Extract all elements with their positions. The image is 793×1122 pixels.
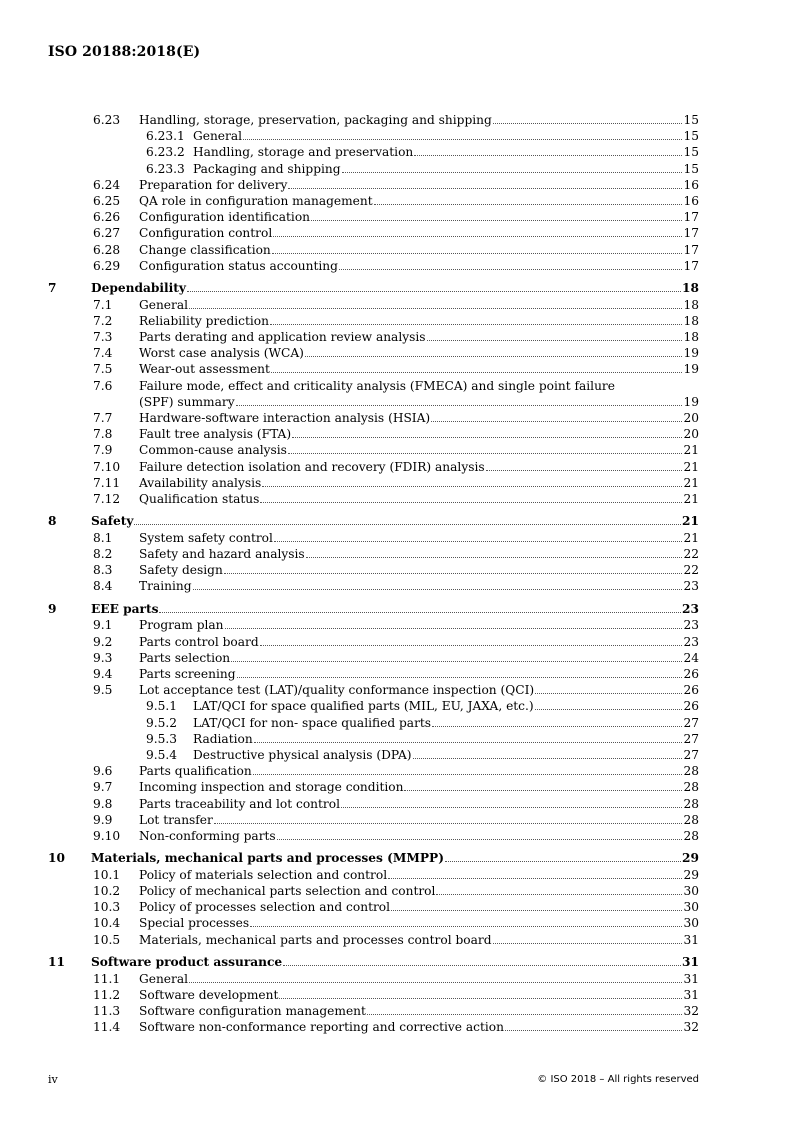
toc-entry-page: 24: [683, 650, 699, 665]
toc-leader-dots: [292, 437, 682, 438]
toc-entry-title: Lot acceptance test (LAT)/quality conformance inspection (QCI): [139, 683, 535, 698]
toc-entry-page: 20: [683, 427, 699, 442]
toc-entry-title: Failure detection isolation and recovery (FDIR) analysis: [139, 459, 485, 474]
toc-entry-page: 31: [683, 932, 699, 947]
toc-entry-continuation[interactable]: [48, 394, 699, 410]
toc-entry-number: 9.8: [93, 796, 113, 811]
toc-entry-title: Safety and hazard analysis: [139, 547, 305, 562]
toc-entry[interactable]: [48, 932, 699, 948]
toc-entry-page: 26: [683, 699, 699, 714]
toc-entry-number: 6.23.1: [146, 129, 185, 144]
toc-entry-page: 15: [683, 161, 699, 176]
toc-entry[interactable]: [48, 546, 699, 562]
toc-leader-dots: [237, 677, 683, 678]
toc-leader-dots: [159, 612, 681, 613]
toc-section-heading[interactable]: [48, 513, 699, 530]
toc-entry-title: Worst case analysis (WCA): [139, 346, 304, 361]
toc-entry[interactable]: [48, 193, 699, 209]
toc-entry-title: Software development: [139, 987, 279, 1002]
toc-entry[interactable]: [48, 345, 699, 361]
toc-entry-number: 9.1: [93, 618, 113, 633]
toc-entry-number: 10.1: [93, 867, 121, 882]
toc-entry-title: Program plan: [139, 618, 224, 633]
toc-entry[interactable]: [48, 867, 699, 883]
toc-entry-page: 17: [683, 210, 699, 225]
toc-entry-page: 26: [683, 683, 699, 698]
toc-leader-dots: [288, 453, 683, 454]
toc-entry-title: Hardware-software interaction analysis (HSIA): [139, 410, 431, 425]
toc-entry-number: 6.23: [93, 113, 121, 127]
toc-entry[interactable]: [48, 562, 699, 578]
toc-entry-number: 10.3: [93, 900, 121, 915]
toc-entry-number: 7: [48, 280, 57, 295]
toc-entry-title: Materials, mechanical parts and processes (MMPP): [91, 851, 444, 866]
toc-entry-page: 21: [683, 475, 699, 490]
toc-entry-number: 8.2: [93, 547, 113, 562]
toc-entry-page: 30: [683, 916, 699, 931]
toc-entry-number: 7.3: [93, 330, 113, 345]
toc-leader-dots: [224, 573, 683, 574]
toc-leader-dots: [250, 926, 682, 927]
toc-entry-page: 23: [683, 634, 699, 649]
toc-entry-number: 6.25: [93, 193, 121, 208]
toc-entry-title: Packaging and shipping: [193, 161, 341, 176]
toc-entry[interactable]: [48, 1003, 699, 1019]
toc-entry[interactable]: [48, 779, 699, 795]
toc-section-heading[interactable]: [48, 601, 699, 618]
toc-entry[interactable]: [48, 698, 699, 714]
toc-leader-dots: [305, 356, 683, 357]
toc-entry-number: 9.5.2: [146, 715, 178, 730]
toc-entry-title: Parts qualification: [139, 764, 252, 779]
toc-entry-number: 11.3: [93, 1003, 121, 1018]
toc-entry[interactable]: [48, 987, 699, 1003]
toc-entry-page: 23: [683, 618, 699, 633]
toc-leader-dots: [260, 645, 683, 646]
toc-entry[interactable]: [48, 112, 699, 128]
toc-entry-number: 11: [48, 954, 65, 969]
toc-entry-page: 15: [683, 129, 699, 144]
toc-entry-number: 9.3: [93, 650, 113, 665]
toc-leader-dots: [272, 253, 683, 254]
toc-entry-number: 7.1: [93, 297, 113, 312]
toc-entry-title: Non-conforming parts: [139, 828, 276, 843]
toc-entry-title: LAT/QCI for space qualified parts (MIL, EU, JAXA, etc.): [193, 699, 534, 714]
toc-entry-number: 9.5: [93, 683, 113, 698]
toc-entry-title-continued: (SPF) summary: [139, 394, 235, 409]
toc-entry[interactable]: [48, 329, 699, 345]
toc-entry-number: 6.29: [93, 258, 121, 273]
toc-leader-dots: [486, 470, 683, 471]
toc-entry-number: 8.4: [93, 579, 113, 594]
toc-entry-page: 29: [682, 851, 699, 866]
toc-entry[interactable]: [48, 128, 699, 144]
toc-leader-dots: [367, 1014, 683, 1015]
toc-entry[interactable]: [48, 715, 699, 731]
toc-entry-number: 7.6: [93, 378, 113, 393]
toc-entry[interactable]: [48, 475, 699, 491]
toc-leader-dots: [535, 709, 683, 710]
toc-entry-page: 17: [683, 258, 699, 273]
toc-entry-title: EEE parts: [91, 601, 159, 616]
toc-entry[interactable]: [48, 763, 699, 779]
toc-entry-page: 18: [683, 330, 699, 345]
toc-entry[interactable]: [48, 144, 699, 160]
toc-entry[interactable]: [48, 410, 699, 426]
toc-entry-number: 6.24: [93, 177, 121, 192]
toc-entry[interactable]: [48, 209, 699, 225]
toc-entry-title: Software configuration management: [139, 1003, 366, 1018]
toc-entry-page: 28: [683, 796, 699, 811]
toc-entry-number: 10.4: [93, 916, 121, 931]
toc-entry[interactable]: [48, 459, 699, 475]
toc-entry-title: Parts selection: [139, 650, 231, 665]
toc-entry-title: Preparation for delivery: [139, 177, 288, 192]
toc-entry-number: 9.5.4: [146, 747, 178, 762]
toc-entry-number: 6.27: [93, 226, 121, 241]
toc-entry-title: Policy of processes selection and control: [139, 900, 391, 915]
toc-entry-number: 7.5: [93, 362, 113, 377]
toc-entry-number: 8.1: [93, 530, 113, 545]
toc-entry[interactable]: [48, 297, 699, 313]
toc-leader-dots: [271, 372, 683, 373]
toc-entry-number: 6.23.3: [146, 161, 185, 176]
toc-entry-page: 15: [683, 145, 699, 160]
toc-section-heading[interactable]: [48, 850, 699, 867]
toc-leader-dots: [279, 998, 682, 999]
toc-entry-page: 31: [683, 971, 699, 986]
toc-leader-dots: [374, 204, 683, 205]
toc-entry-page: 17: [683, 226, 699, 241]
toc-entry-page: 19: [683, 346, 699, 361]
toc-leader-dots: [342, 172, 683, 173]
toc-entry-page: 18: [683, 297, 699, 312]
toc-leader-dots: [414, 155, 682, 156]
toc-entry-title: Software non-conformance reporting and corrective action: [139, 1020, 504, 1035]
toc-entry-page: 23: [682, 601, 699, 616]
toc-entry-title: Handling, storage, preservation, packaging and shipping: [139, 113, 492, 127]
toc-entry-number: 6.28: [93, 242, 121, 257]
toc-entry-number: 8: [48, 514, 57, 529]
toc-entry-title: Parts screening: [139, 667, 236, 682]
toc-leader-dots: [311, 220, 682, 221]
toc-entry-number: 10: [48, 851, 65, 866]
toc-leader-dots: [431, 421, 682, 422]
toc-entry-page: 28: [683, 764, 699, 779]
toc-entry-title: Safety: [91, 514, 134, 529]
toc-entry-title: Common-cause analysis: [139, 443, 287, 458]
toc-entry-title: Materials, mechanical parts and processes control board: [139, 932, 492, 947]
toc-entry-title: Software product assurance: [91, 954, 283, 969]
toc-leader-dots: [427, 340, 683, 341]
toc-leader-dots: [187, 291, 681, 292]
toc-entry-page: 27: [683, 747, 699, 762]
toc-entry-page: 31: [682, 954, 699, 969]
toc-leader-dots: [214, 823, 683, 824]
toc-entry-title: Dependability: [91, 280, 187, 295]
toc-leader-dots: [391, 910, 682, 911]
toc-entry-number: 9.4: [93, 667, 113, 682]
toc-entry-page: 31: [683, 987, 699, 1002]
table-of-contents: [48, 112, 699, 1035]
toc-entry-title: Policy of mechanical parts selection and control: [139, 884, 436, 899]
toc-entry[interactable]: [48, 747, 699, 763]
toc-leader-dots: [283, 965, 681, 966]
toc-leader-dots: [288, 188, 682, 189]
toc-leader-dots: [493, 123, 683, 124]
toc-leader-dots: [260, 502, 682, 503]
footer-page-number: iv: [48, 1073, 58, 1086]
toc-entry-number: 7.4: [93, 346, 113, 361]
toc-entry[interactable]: [48, 828, 699, 844]
toc-entry-page: 30: [683, 900, 699, 915]
toc-entry-title: Policy of materials selection and control: [139, 867, 388, 882]
toc-entry-page: 29: [683, 867, 699, 882]
toc-entry-title: Failure mode, effect and criticality analysis (FMECA) and single point failure: [139, 378, 615, 393]
toc-entry-title: Destructive physical analysis (DPA): [193, 747, 412, 762]
toc-entry-page: 32: [683, 1020, 699, 1035]
toc-leader-dots: [339, 269, 683, 270]
toc-entry-page: 20: [683, 410, 699, 425]
toc-entry[interactable]: [48, 578, 699, 594]
toc-entry-page: 21: [682, 514, 699, 529]
toc-entry[interactable]: [48, 177, 699, 193]
toc-entry-number: 7.7: [93, 410, 113, 425]
toc-entry-page: 19: [683, 362, 699, 377]
toc-entry-number: 9.6: [93, 764, 113, 779]
toc-entry-number: 11.1: [93, 971, 121, 986]
toc-entry-title: Configuration identification: [139, 210, 310, 225]
toc-entry[interactable]: [48, 1019, 699, 1035]
toc-leader-dots: [341, 807, 682, 808]
toc-entry-page: 21: [683, 459, 699, 474]
toc-entry-title: Parts traceability and lot control: [139, 796, 340, 811]
toc-leader-dots: [277, 839, 683, 840]
toc-entry-page: 21: [683, 491, 699, 506]
toc-entry-number: 11.2: [93, 987, 121, 1002]
toc-entry[interactable]: [48, 731, 699, 747]
toc-leader-dots: [253, 774, 683, 775]
toc-entry-page: 17: [683, 242, 699, 257]
toc-entry-title: Availability analysis: [139, 475, 262, 490]
toc-entry-title: Incoming inspection and storage condition: [139, 780, 404, 795]
toc-entry-title: Parts control board: [139, 634, 259, 649]
toc-entry-title: Reliability prediction: [139, 313, 269, 328]
toc-entry-title: General: [139, 297, 188, 312]
toc-entry[interactable]: [48, 812, 699, 828]
toc-entry-number: 7.11: [93, 475, 121, 490]
toc-entry-page: 19: [683, 394, 699, 409]
toc-entry[interactable]: [48, 378, 699, 394]
toc-entry-number: 6.26: [93, 210, 121, 225]
toc-entry-title: Qualification status: [139, 491, 260, 506]
toc-entry[interactable]: [48, 361, 699, 377]
toc-entry-number: 7.10: [93, 459, 121, 474]
toc-entry[interactable]: [48, 225, 699, 241]
toc-entry-number: 9.5.1: [146, 699, 178, 714]
toc-entry[interactable]: [48, 313, 699, 329]
toc-entry-page: 16: [683, 193, 699, 208]
toc-entry-number: 9.2: [93, 634, 113, 649]
toc-leader-dots: [262, 486, 682, 487]
toc-entry-page: 16: [683, 177, 699, 192]
toc-entry-title: Configuration status accounting: [139, 258, 338, 273]
toc-entry-title: Configuration control: [139, 226, 273, 241]
toc-entry-title: Change classification: [139, 242, 271, 257]
toc-entry-page: 22: [683, 563, 699, 578]
toc-entry-number: 7.2: [93, 313, 113, 328]
document-header: ISO 20188:2018(E): [48, 44, 201, 60]
toc-entry-number: 9.7: [93, 780, 113, 795]
toc-leader-dots: [445, 861, 681, 862]
toc-entry[interactable]: [48, 666, 699, 682]
toc-leader-dots: [306, 557, 683, 558]
toc-leader-dots: [493, 943, 683, 944]
toc-entry-number: 9: [48, 601, 57, 616]
toc-entry-page: 18: [683, 313, 699, 328]
toc-leader-dots: [535, 693, 682, 694]
toc-entry-number: 9.10: [93, 828, 121, 843]
toc-leader-dots: [413, 758, 683, 759]
toc-entry-page: 21: [683, 530, 699, 545]
footer-copyright: © ISO 2018 – All rights reserved: [537, 1074, 699, 1085]
toc-entry-page: 18: [682, 280, 699, 295]
toc-leader-dots: [189, 308, 682, 309]
toc-leader-dots: [404, 790, 682, 791]
toc-entry-number: 8.3: [93, 563, 113, 578]
toc-entry-title: Wear-out assessment: [139, 362, 270, 377]
toc-entry-number: 10.2: [93, 884, 121, 899]
toc-entry-title: QA role in configuration management: [139, 193, 373, 208]
toc-entry-number: 9.9: [93, 812, 113, 827]
toc-entry-number: 7.8: [93, 427, 113, 442]
toc-leader-dots: [505, 1030, 683, 1031]
toc-entry[interactable]: [48, 258, 699, 274]
toc-entry-title: Handling, storage and preservation: [193, 145, 414, 160]
toc-entry[interactable]: [48, 442, 699, 458]
toc-entry-page: 22: [683, 547, 699, 562]
toc-entry-page: 15: [683, 113, 699, 127]
toc-leader-dots: [193, 589, 683, 590]
toc-entry-page: 28: [683, 780, 699, 795]
toc-entry[interactable]: [48, 161, 699, 177]
toc-entry-title: Parts derating and application review analysis: [139, 330, 426, 345]
toc-leader-dots: [243, 139, 682, 140]
toc-entry-page: 27: [683, 715, 699, 730]
toc-entry[interactable]: [48, 682, 699, 698]
toc-entry-page: 27: [683, 731, 699, 746]
toc-entry[interactable]: [48, 796, 699, 812]
toc-entry-title: Special processes: [139, 916, 250, 931]
toc-entry[interactable]: [48, 915, 699, 931]
toc-entry-number: 7.9: [93, 443, 113, 458]
toc-entry[interactable]: [48, 883, 699, 899]
toc-leader-dots: [189, 982, 682, 983]
toc-entry-number: 7.12: [93, 491, 121, 506]
toc-leader-dots: [436, 894, 682, 895]
toc-entry-number: 11.4: [93, 1020, 121, 1035]
toc-entry-page: 32: [683, 1003, 699, 1018]
toc-entry-number: 9.5.3: [146, 731, 178, 746]
toc-entry-number: 10.5: [93, 932, 121, 947]
toc-entry-title: Lot transfer: [139, 812, 213, 827]
toc-entry[interactable]: [48, 971, 699, 987]
toc-entry[interactable]: [48, 634, 699, 650]
toc-leader-dots: [273, 236, 682, 237]
toc-entry[interactable]: [48, 242, 699, 258]
toc-entry-page: 21: [683, 443, 699, 458]
toc-leader-dots: [254, 742, 683, 743]
toc-entry-page: 28: [683, 812, 699, 827]
toc-leader-dots: [274, 541, 683, 542]
toc-entry[interactable]: [48, 617, 699, 633]
toc-entry-title: Radiation: [193, 731, 253, 746]
toc-leader-dots: [432, 726, 682, 727]
toc-entry-title: General: [193, 129, 242, 144]
toc-entry-page: 26: [683, 667, 699, 682]
toc-entry-page: 28: [683, 828, 699, 843]
toc-entry-page: 30: [683, 884, 699, 899]
toc-entry-title: System safety control: [139, 530, 273, 545]
toc-section-heading[interactable]: [48, 280, 699, 297]
toc-entry[interactable]: [48, 530, 699, 546]
toc-entry[interactable]: [48, 491, 699, 507]
toc-entry[interactable]: [48, 426, 699, 442]
toc-entry-page: 23: [683, 579, 699, 594]
toc-entry-title: Safety design: [139, 563, 223, 578]
toc-leader-dots: [225, 628, 683, 629]
toc-leader-dots: [270, 324, 683, 325]
toc-entry-title: LAT/QCI for non- space qualified parts: [193, 715, 432, 730]
toc-entry-number: 6.23.2: [146, 145, 185, 160]
toc-leader-dots: [231, 661, 682, 662]
toc-entry-title: General: [139, 971, 188, 986]
toc-leader-dots: [388, 878, 682, 879]
toc-entry[interactable]: [48, 650, 699, 666]
toc-section-heading[interactable]: [48, 954, 699, 971]
toc-leader-dots: [236, 405, 683, 406]
toc-entry-title: Training: [139, 579, 192, 594]
toc-entry[interactable]: [48, 899, 699, 915]
toc-entry-title: Fault tree analysis (FTA): [139, 427, 292, 442]
toc-leader-dots: [134, 524, 681, 525]
